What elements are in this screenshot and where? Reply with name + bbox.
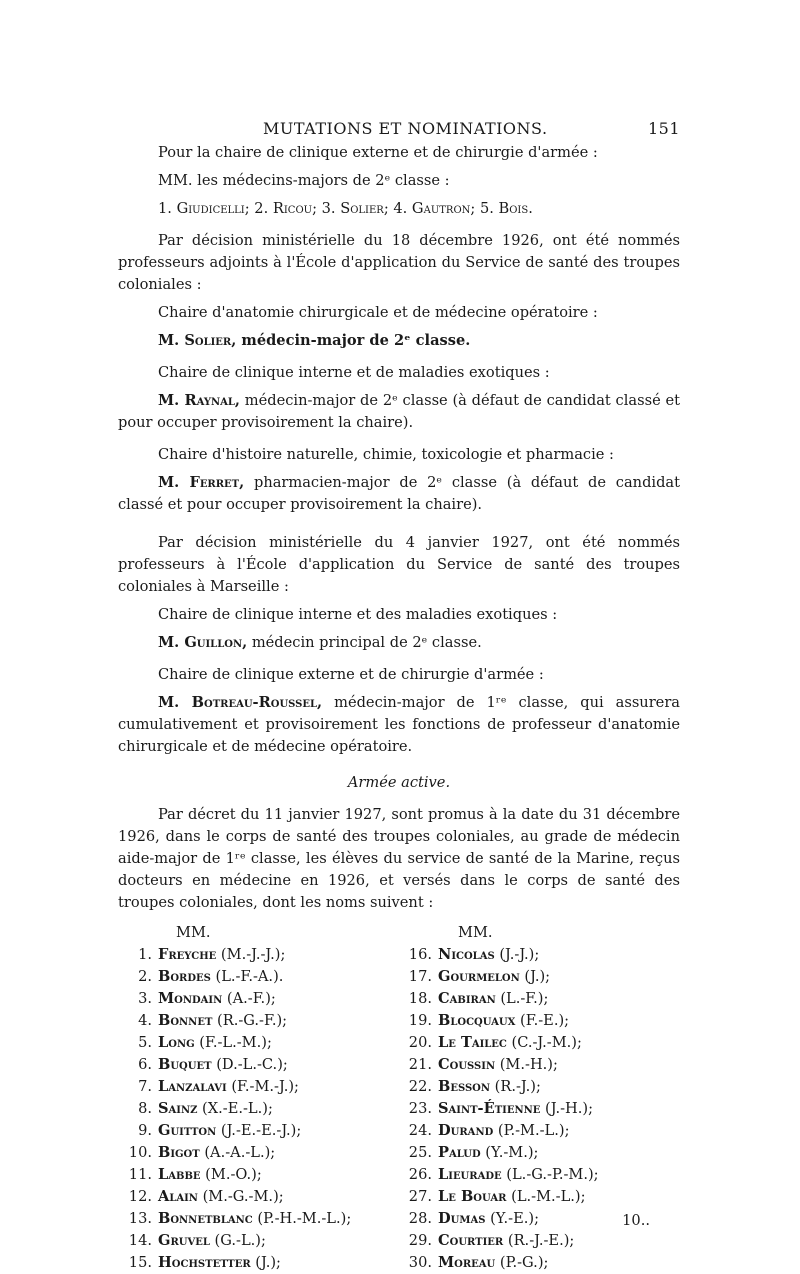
entry-initials: (J.); (519, 968, 551, 985)
left-entries (118, 944, 388, 1274)
entry-number: 11. (128, 1166, 152, 1183)
entry-name: Labbe (158, 1166, 201, 1183)
entry-number: 21. (408, 1056, 432, 1073)
entry-number: 12. (128, 1188, 152, 1205)
list-item (398, 988, 668, 1010)
appointee-name: M. Solier, (158, 332, 237, 349)
entry-initials: (J.); (250, 1254, 281, 1271)
entry-number: 7. (138, 1078, 152, 1095)
entry-name: Blocquaux (438, 1012, 516, 1029)
entry-name: Besson (438, 1078, 491, 1095)
appointee-name: M. Guillon, (158, 634, 248, 651)
entry-initials: (R.-J.-E.); (503, 1232, 575, 1249)
entry-initials: (R.-G.-F.); (212, 1012, 288, 1029)
entry-name: Saint-Étienne (438, 1100, 541, 1117)
entry-initials: (F.-L.-M.); (194, 1034, 272, 1051)
list-item (118, 1032, 388, 1054)
entry-number: 29. (408, 1232, 432, 1249)
entry-initials: (D.-L.-C.); (211, 1056, 288, 1073)
list-item (118, 944, 388, 966)
block2-chair3: Chaire d'histoire naturelle, chimie, toxicologie et pharmacie : (158, 446, 614, 463)
section-title: Armée active. (347, 774, 451, 791)
list-item (118, 1208, 388, 1230)
list-item (118, 966, 388, 988)
page-header (118, 112, 680, 142)
list-item (118, 1230, 388, 1252)
entry-initials: (L.-F.); (495, 990, 549, 1007)
block2-appointment3 (118, 472, 680, 516)
appointee-rank: pharmacien-major de 2ᵉ classe (à défaut de candidat classé et pour occuper provisoirement la chaire). (118, 474, 680, 513)
entry-number: 23. (408, 1100, 432, 1117)
appointee-name: M. Botreau-Roussel, (158, 694, 323, 711)
entry-initials: (J.-J.); (494, 946, 540, 963)
column-heading: MM. (176, 924, 211, 941)
entry-initials: (J.-H.); (540, 1100, 593, 1117)
block2-decision: Par décision ministérielle du 18 décembre 1926, ont été nommés professeurs adjoints à l'École d'application du Service de santé des troupes coloniales : (118, 232, 680, 293)
entry-name: Le Bouar (438, 1188, 507, 1205)
entry-number: 22. (408, 1078, 432, 1095)
entry-number: 14. (128, 1232, 152, 1249)
entry-name: Cabiran (438, 990, 496, 1007)
list-item (118, 988, 388, 1010)
block2-appointment2 (118, 390, 680, 434)
list-item (398, 1032, 668, 1054)
list-item (398, 1142, 668, 1164)
entry-number: 27. (408, 1188, 432, 1205)
list-item (398, 1054, 668, 1076)
entry-number: 3. (138, 990, 152, 1007)
decree-text: Par décret du 11 janvier 1927, sont promus à la date du 31 décembre 1926, dans le corps de santé des troupes coloniales, au grade de médecin aide-major de 1ʳᵉ classe, les élèves du service de santé de la Marine, reçus docteurs en médecine en 1926, et versés dans le corps de santé des troupes coloniales, dont les noms suivent : (118, 806, 680, 911)
list-item (398, 1252, 668, 1274)
entry-number: 2. (138, 968, 152, 985)
appointee-name: M. Ferret, (158, 474, 245, 491)
entry-name: Sainz (158, 1100, 198, 1117)
list-item (118, 1098, 388, 1120)
entry-initials: (G.-L.); (209, 1232, 266, 1249)
entry-name: Palud (438, 1144, 481, 1161)
document-page (118, 112, 680, 1271)
entry-name: Le Tailec (438, 1034, 507, 1051)
entry-number: 30. (408, 1254, 432, 1271)
left-column (118, 922, 388, 1274)
entry-initials: (C.-J.-M.); (506, 1034, 582, 1051)
entry-name: Mondain (158, 990, 223, 1007)
block3-chair2: Chaire de clinique externe et de chirurgie d'armée : (158, 666, 544, 683)
entry-number: 24. (408, 1122, 432, 1139)
entry-initials: (P.-G.); (495, 1254, 549, 1271)
entry-initials: (J.-E.-E.-J.); (216, 1122, 302, 1139)
column-heading: MM. (458, 924, 493, 941)
entry-name: Lanzalavi (158, 1078, 227, 1095)
list-item (398, 1230, 668, 1252)
entry-name: Nicolas (438, 946, 495, 963)
entry-initials: (F.-M.-J.); (226, 1078, 299, 1095)
entry-name: Durand (438, 1122, 494, 1139)
list-item (398, 1076, 668, 1098)
entry-name: Bigot (158, 1144, 200, 1161)
list-item (118, 1252, 388, 1274)
entry-number: 20. (408, 1034, 432, 1051)
entry-name: Courtier (438, 1232, 504, 1249)
entry-initials: (Y.-E.); (485, 1210, 539, 1227)
list-item (398, 944, 668, 966)
entry-name: Dumas (438, 1210, 486, 1227)
entry-number: 26. (408, 1166, 432, 1183)
entry-number: 13. (128, 1210, 152, 1227)
entry-number: 18. (408, 990, 432, 1007)
entry-initials: (M.-O.); (200, 1166, 262, 1183)
entry-name: Buquet (158, 1056, 212, 1073)
entry-number: 10. (128, 1144, 152, 1161)
entry-name: Gruvel (158, 1232, 210, 1249)
list-item (118, 1054, 388, 1076)
appointee-rank: médecin-major de 2ᵉ classe (à défaut de candidat classé et pour occuper provisoirement la chaire). (118, 392, 680, 431)
block2-chair2: Chaire de clinique interne et de maladies exotiques : (158, 364, 550, 381)
list-item (398, 1010, 668, 1032)
list-item (398, 1186, 668, 1208)
entry-name: Freyche (158, 946, 217, 963)
list-item (398, 1164, 668, 1186)
entry-name: Coussin (438, 1056, 496, 1073)
block2-chair1: Chaire d'anatomie chirurgicale et de médecine opératoire : (158, 304, 598, 321)
appointee-rank: médecin-major de 1ʳᵉ classe, qui assurera cumulativement et provisoirement les fonctions de professeur d'anatomie chirurgicale et de médecine opératoire. (118, 694, 680, 755)
entry-number: 1. (138, 946, 152, 963)
signature-mark: 10.. (622, 1212, 650, 1229)
entry-initials: (R.-J.); (490, 1078, 541, 1095)
entry-name: Alain (158, 1188, 198, 1205)
list-item (118, 1186, 388, 1208)
entry-name: Bonnet (158, 1012, 213, 1029)
entry-name: Hochstetter (158, 1254, 251, 1271)
entry-number: 25. (408, 1144, 432, 1161)
entry-name: Bonnetblanc (158, 1210, 253, 1227)
block2-appointment1 (118, 330, 680, 352)
entry-number: 15. (128, 1254, 152, 1271)
entry-number: 28. (408, 1210, 432, 1227)
list-item (118, 1076, 388, 1098)
list-item (118, 1120, 388, 1142)
entry-number: 16. (408, 946, 432, 963)
entry-initials: (L.-F.-A.). (210, 968, 284, 985)
entry-initials: (P.-H.-M.-L.); (252, 1210, 352, 1227)
promotion-list (118, 922, 680, 1274)
entry-initials: (F.-E.); (515, 1012, 570, 1029)
entry-number: 4. (138, 1012, 152, 1029)
entry-name: Guitton (158, 1122, 217, 1139)
entry-initials: (L.-M.-L.); (506, 1188, 586, 1205)
entry-name: Long (158, 1034, 195, 1051)
entry-number: 19. (408, 1012, 432, 1029)
appointee-rank: médecin-major de 2ᵉ classe. (236, 332, 471, 349)
entry-initials: (Y.-M.); (480, 1144, 539, 1161)
entry-name: Gourmelon (438, 968, 520, 985)
list-item (398, 1120, 668, 1142)
running-title: MUTATIONS ET NOMINATIONS. (263, 119, 548, 138)
list-item (118, 1142, 388, 1164)
entry-name: Lieurade (438, 1166, 502, 1183)
block3-appointment1 (118, 632, 680, 654)
entry-number: 5. (138, 1034, 152, 1051)
entry-initials: (A.-A.-L.); (199, 1144, 276, 1161)
block1-intro: MM. les médecins-majors de 2ᵉ classe : (158, 172, 450, 189)
entry-number: 17. (408, 968, 432, 985)
entry-initials: (M.-G.-M.); (197, 1188, 284, 1205)
list-item (398, 966, 668, 988)
entry-initials: (M.-H.); (495, 1056, 558, 1073)
block3-decision: Par décision ministérielle du 4 janvier 1927, ont été nommés professeurs à l'École d'application du Service de santé des troupes coloniales à Marseille : (118, 534, 680, 595)
list-item (118, 1010, 388, 1032)
entry-name: Bordes (158, 968, 211, 985)
entry-initials: (M.-J.-J.); (216, 946, 286, 963)
entry-initials: (A.-F.); (222, 990, 276, 1007)
entry-name: Moreau (438, 1254, 496, 1271)
page-number: 151 (647, 119, 680, 138)
block1-list: 1. Giudicelli; 2. Ricou; 3. Solier; 4. Gautron; 5. Bois. (158, 200, 533, 217)
entry-initials: (L.-G.-P.-M.); (501, 1166, 599, 1183)
block3-chair1: Chaire de clinique interne et des maladies exotiques : (158, 606, 558, 623)
block3-appointment2 (118, 692, 680, 758)
block1-chair: Pour la chaire de clinique externe et de chirurgie d'armée : (158, 144, 598, 161)
entry-initials: (P.-M.-L.); (493, 1122, 570, 1139)
entry-initials: (X.-E.-L.); (197, 1100, 273, 1117)
appointee-rank: médecin principal de 2ᵉ classe. (247, 634, 482, 651)
list-item (398, 1098, 668, 1120)
entry-number: 6. (138, 1056, 152, 1073)
list-item (118, 1164, 388, 1186)
entry-number: 9. (138, 1122, 152, 1139)
appointee-name: M. Raynal, (158, 392, 241, 409)
entry-number: 8. (138, 1100, 152, 1117)
